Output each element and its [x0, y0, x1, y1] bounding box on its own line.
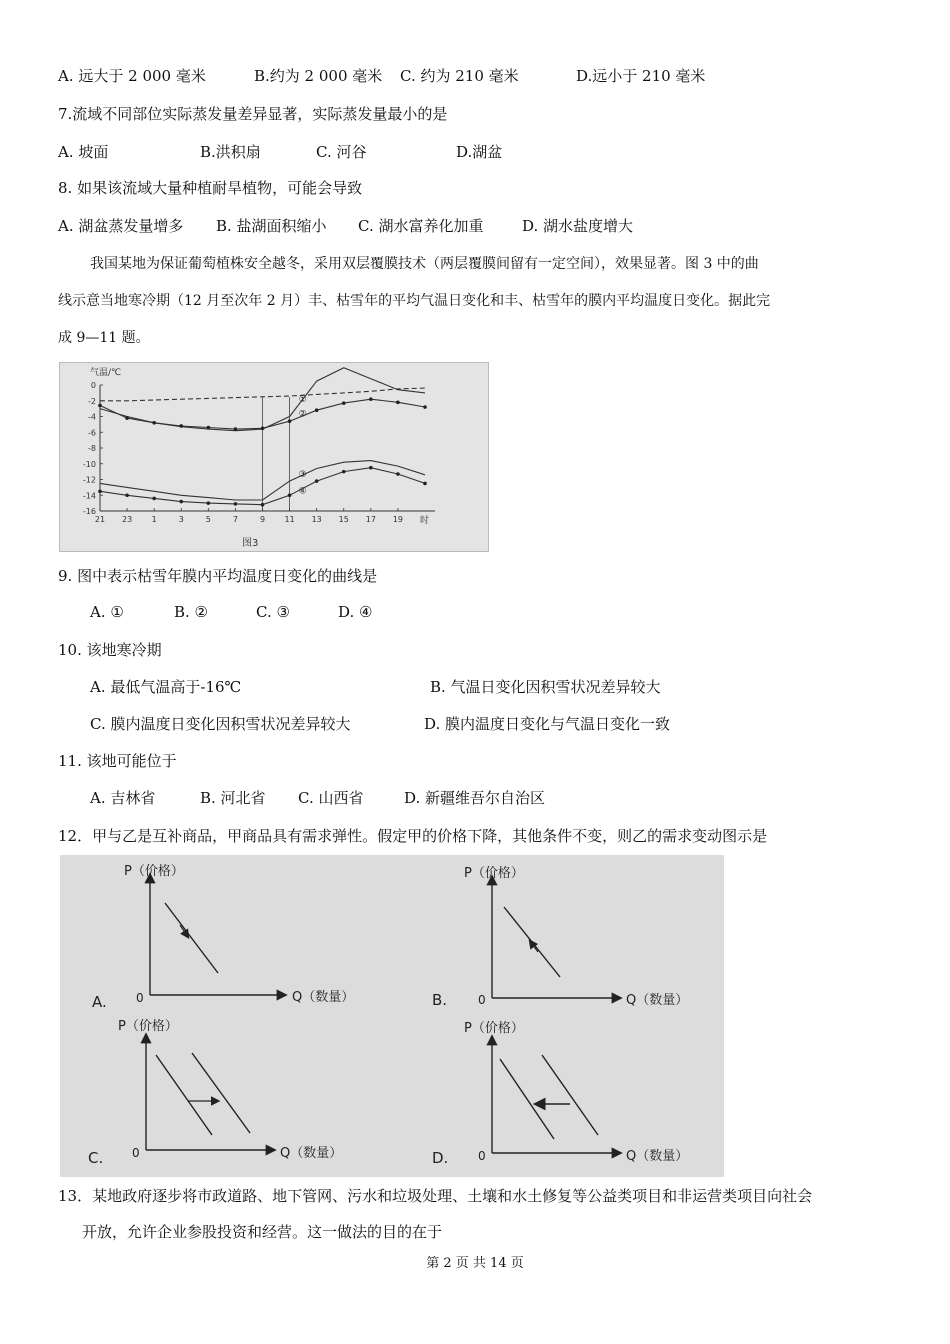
y-tick-label: -10 — [82, 459, 96, 469]
page-footer: 第 2 页 共 14 页 — [426, 1256, 524, 1271]
data-point — [396, 472, 400, 476]
q13-line-1: 13．某地政府逐步将市政道路、地下管网、污水和垃圾处理、土壤和水土修复等公益类项目和非运营类项目向社会 — [58, 1187, 813, 1205]
data-point — [98, 490, 102, 494]
q11-option-d: D. 新疆维吾尔自治区 — [404, 789, 546, 807]
panel-label-d: D. — [432, 1149, 449, 1167]
curve-label: ③ — [298, 469, 307, 480]
demand-graphs-svg — [60, 855, 724, 1177]
panel-d — [432, 1020, 688, 1167]
data-point — [152, 497, 156, 501]
demand-curve — [165, 903, 218, 973]
x-tick-label: 3 — [178, 515, 184, 524]
demand-curve-shifted — [500, 1059, 554, 1139]
panel-label-a: A. — [92, 993, 107, 1011]
demand-curve-shifted — [192, 1053, 250, 1133]
y-tick-label: -14 — [82, 491, 96, 501]
q7-option-c: C. 河谷 — [316, 143, 367, 161]
data-point — [207, 426, 211, 430]
y-axis-label: 气温/℃ — [90, 368, 122, 378]
q8-option-c: C. 湖水富养化加重 — [358, 217, 484, 235]
curve-label: ④ — [298, 486, 307, 497]
data-point — [288, 493, 292, 497]
data-point — [234, 502, 238, 506]
quantity-axis-label: Q（数量） — [292, 990, 355, 1005]
data-point — [369, 466, 373, 470]
price-axis-label: P（价格） — [464, 1021, 524, 1036]
q6-option-d: D.远小于 210 毫米 — [576, 67, 706, 85]
q7-option-a: A. 坡面 — [58, 143, 109, 161]
curve-label: ① — [298, 395, 307, 406]
y-tick-label: -16 — [82, 507, 96, 516]
q8-stem: 8. 如果该流域大量种植耐旱植物，可能会导致 — [58, 179, 363, 197]
q13-line-2: 开放，允许企业参股投资和经营。这一做法的目的在于 — [82, 1223, 443, 1241]
data-point — [342, 401, 346, 405]
y-tick-label: -12 — [82, 475, 96, 485]
x-tick-label: 1 — [151, 515, 157, 524]
q8-option-b: B. 盐湖面积缩小 — [216, 217, 327, 235]
demand-curve-original — [156, 1055, 212, 1135]
data-point — [179, 424, 183, 428]
panel-b — [432, 865, 688, 1009]
panel-a — [92, 863, 354, 1011]
q7-stem: 7.流域不同部位实际蒸发量差异显著，实际蒸发量最小的是 — [58, 105, 448, 123]
data-point — [179, 500, 183, 504]
y-tick-label: -6 — [88, 428, 96, 438]
x-tick-label: 19 — [392, 515, 404, 524]
x-tick-label: 7 — [232, 515, 238, 524]
q6-option-b: B.约为 2 000 毫米 — [254, 67, 383, 85]
demand-curve-original — [542, 1055, 598, 1135]
origin-label: 0 — [478, 1149, 486, 1163]
q8-option-d: D. 湖水盐度增大 — [522, 217, 634, 235]
data-point — [396, 401, 400, 405]
data-point — [98, 404, 102, 408]
q6-option-c: C. 约为 210 毫米 — [400, 67, 519, 85]
movement-arrow — [530, 941, 538, 952]
quantity-axis-label: Q（数量） — [626, 1149, 689, 1164]
y-tick-label: 0 — [90, 381, 96, 390]
data-point — [125, 493, 129, 497]
y-tick-label: -4 — [88, 412, 96, 422]
y-tick-label: -2 — [88, 396, 96, 406]
q11-option-c: C. 山西省 — [298, 789, 364, 807]
q11-option-a: A. 吉林省 — [90, 789, 156, 807]
q11-stem: 11. 该地可能位于 — [58, 752, 177, 770]
demand-curve — [504, 907, 560, 977]
price-axis-label: P（价格） — [118, 1019, 178, 1034]
x-axis-unit: 时 — [420, 516, 430, 526]
price-axis-label: P（价格） — [124, 864, 184, 879]
q10-stem: 10. 该地寒冷期 — [58, 641, 162, 659]
data-point — [125, 416, 129, 420]
q9-option-a: A. ① — [90, 603, 124, 621]
x-tick-label: 15 — [338, 515, 349, 524]
x-tick-label: 5 — [205, 515, 211, 524]
y-tick-label: -8 — [88, 444, 96, 453]
price-axis-label: P（价格） — [464, 866, 524, 881]
q10-option-c: C. 膜内温度日变化因积雪状况差异较大 — [90, 715, 351, 733]
passage-line-1: 我国某地为保证葡萄植株安全越冬，采用双层覆膜技术（两层覆膜间留有一定空间），效果显著。图 3 中的曲 — [90, 256, 759, 272]
origin-label: 0 — [478, 993, 486, 1007]
x-tick-label: 9 — [259, 515, 266, 524]
figure-caption: 图3 — [242, 538, 259, 549]
x-tick-label: 11 — [284, 515, 295, 524]
data-point — [315, 408, 319, 412]
data-point — [152, 421, 156, 425]
data-point — [342, 470, 346, 474]
q8-option-a: A. 湖盆蒸发量增多 — [58, 217, 184, 235]
q10-option-b: B. 气温日变化因积雪状况差异较大 — [430, 678, 661, 696]
x-tick-label: 13 — [311, 515, 322, 524]
data-point — [369, 397, 373, 401]
data-point — [261, 427, 265, 431]
x-tick-label: 23 — [121, 515, 133, 524]
q10-option-d: D. 膜内温度日变化与气温日变化一致 — [424, 715, 671, 733]
figure-demand-graphs — [60, 855, 724, 1177]
data-point — [207, 501, 211, 505]
q7-option-d: D.湖盆 — [456, 143, 503, 161]
origin-label: 0 — [136, 991, 144, 1005]
q9-option-b: B. ② — [174, 603, 209, 621]
data-point — [315, 479, 319, 483]
panel-c — [88, 1018, 342, 1167]
panel-label-c: C. — [88, 1149, 104, 1167]
q12-stem: 12．甲与乙是互补商品，甲商品具有需求弹性。假定甲的价格下降，其他条件不变，则乙的需求变动图示是 — [58, 827, 768, 845]
data-point — [423, 405, 427, 409]
q7-option-b: B.洪积扇 — [200, 143, 261, 161]
passage-line-2: 线示意当地寒冷期（12 月至次年 2 月）丰、枯雪年的平均气温日变化和丰、枯雪年的膜内平均温度日变化。据此完 — [58, 293, 771, 309]
data-point — [288, 419, 292, 423]
data-point — [423, 482, 427, 486]
panel-label-b: B. — [432, 991, 448, 1009]
figure-3 — [59, 362, 489, 552]
data-point — [261, 503, 265, 507]
data-point — [234, 427, 238, 431]
q9-option-c: C. ③ — [256, 603, 290, 621]
q10-option-a: A. 最低气温高于-16℃ — [90, 678, 242, 696]
x-tick-label: 17 — [365, 515, 376, 524]
q11-option-b: B. 河北省 — [200, 789, 266, 807]
q9-option-d: D. ④ — [338, 603, 373, 621]
origin-label: 0 — [132, 1146, 140, 1160]
q9-stem: 9. 图中表示枯雪年膜内平均温度日变化的曲线是 — [58, 567, 378, 585]
x-tick-label: 21 — [94, 515, 106, 524]
temperature-chart — [60, 363, 488, 551]
curve-label: ② — [298, 409, 307, 420]
q6-option-a: A. 远大于 2 000 毫米 — [58, 67, 206, 85]
passage-line-3: 成 9—11 题。 — [58, 330, 150, 346]
quantity-axis-label: Q（数量） — [626, 993, 689, 1008]
quantity-axis-label: Q（数量） — [280, 1146, 343, 1161]
